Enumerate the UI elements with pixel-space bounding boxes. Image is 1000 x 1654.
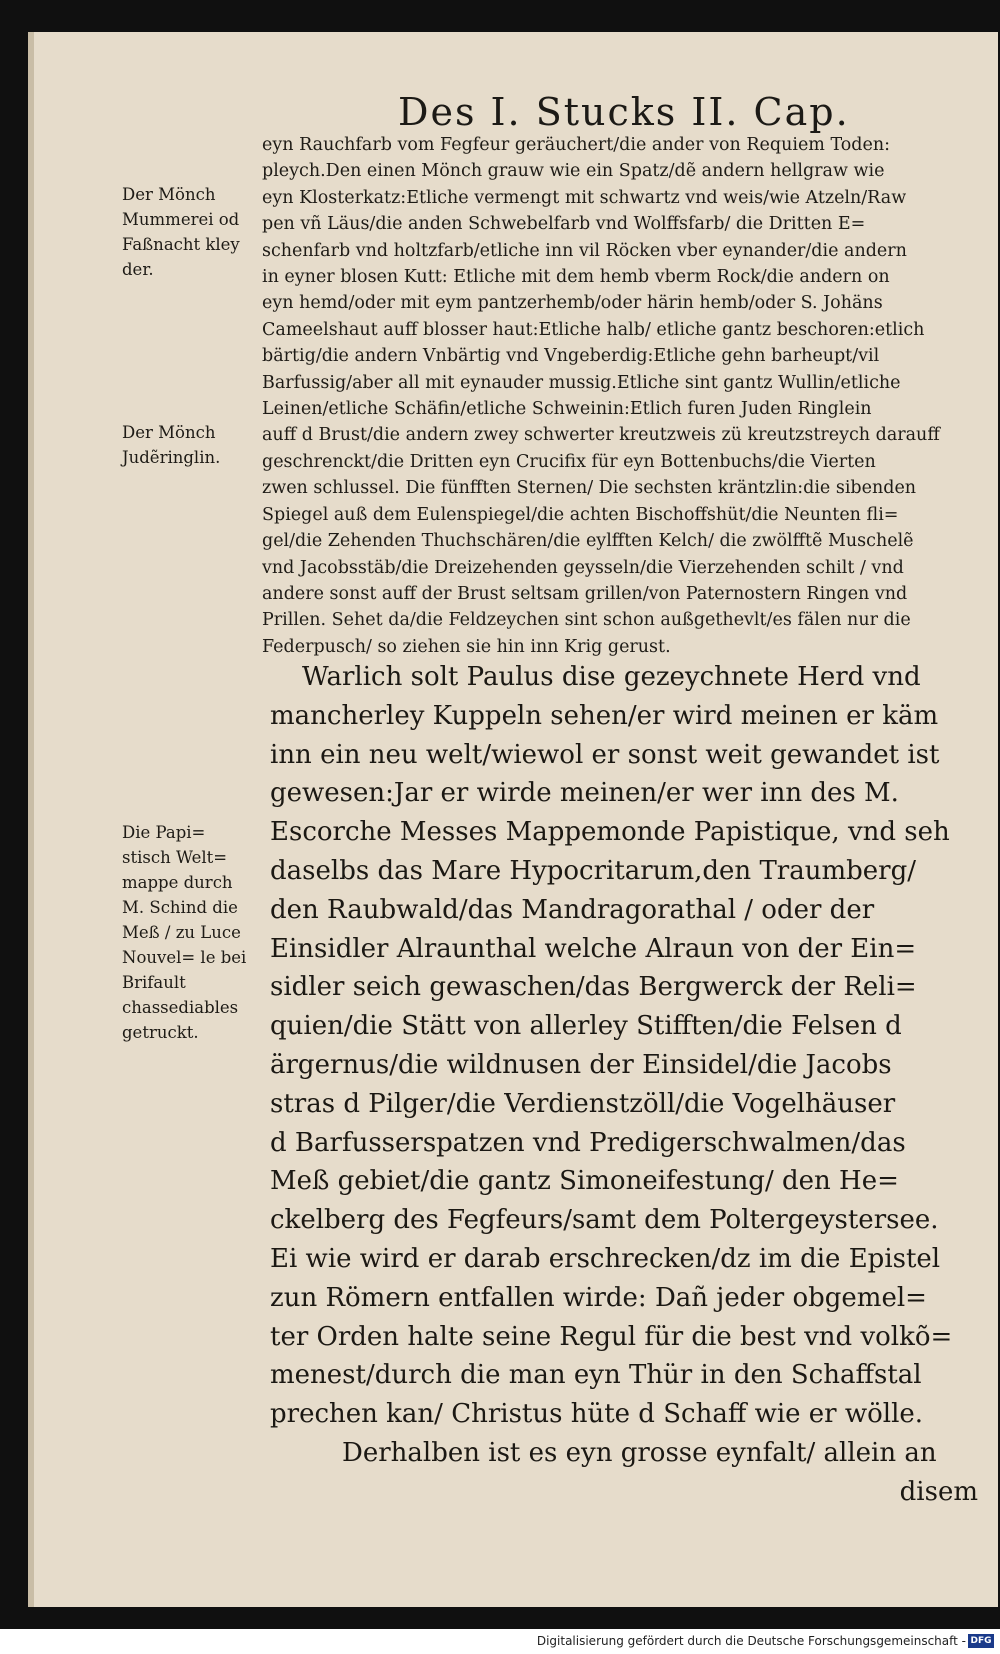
text-line: Derhalben ist es eyn grosse eynfalt/ allein an (342, 1437, 937, 1468)
text-line: prechen kan/ Christus hüte d Schaff wie er wölle. (270, 1399, 924, 1430)
text-line: Warlich solt Paulus dise gezeychnete Herd vnd (302, 662, 921, 692)
text-line: gewesen:Jar er wirde meinen/er wer inn des M. (270, 778, 899, 809)
text-line: Meß gebiet/die gantz Simoneifestung/ den He= (270, 1166, 899, 1197)
text-line: daselbs das Mare Hypocritarum,den Traumberg/ (270, 855, 916, 886)
text-line: zun Römern entfallen wirde: Dañ jeder obgemel= (270, 1282, 927, 1313)
text-line: ckelberg des Fegfeurs/samt dem Poltergeystersee. (270, 1205, 939, 1236)
text-line: schenfarb vnd holtzfarb/etliche inn vil Röcken vber eynander/die andern (262, 240, 907, 261)
text-line: Barfussig/aber all mit eynauder mussig.Etliche sint gantz Wullin/etliche (262, 372, 901, 393)
text-line: d Barfusserspatzen vnd Predigerschwalmen/das (270, 1127, 906, 1158)
text-line: den Raubwald/das Mandragorathal / oder der (270, 894, 875, 925)
text-line: ter Orden halte seine Regul für die best vnd volkõ= (270, 1321, 953, 1352)
footer-credit: Digitalisierung gefördert durch die Deutsche Forschungsgemeinschaft - (536, 1634, 966, 1648)
text-line: ärgernus/die wildnusen der Einsidel/die Jacobs (270, 1049, 892, 1080)
text-line: quien/die Stätt von allerley Stifften/die Felsen d (270, 1011, 902, 1042)
text-line: andere sonst auff der Brust seltsam grillen/von Paternostern Ringen vnd (262, 583, 908, 604)
text-line: Escorche Messes Mappemonde Papistique, vnd seh (270, 817, 950, 848)
text-line: pleych.Den einen Mönch grauw wie ein Spatz/dẽ andern hellgraw wie (262, 161, 885, 182)
text-line: Ei wie wird er darab erschrecken/dz im die Epistel (270, 1243, 941, 1274)
text-line: eyn Rauchfarb vom Fegfeur geräuchert/die ander von Requiem Toden: (262, 135, 891, 155)
text-line: stras d Pilger/die Verdienstzöll/die Vogelhäuser (270, 1088, 896, 1119)
small-print-block (262, 132, 974, 660)
text-line: bärtig/die andern Vnbärtig vnd Vngeberdig:Etliche gehn barheupt/vil (262, 346, 880, 367)
text-line: in eyner blosen Kutt: Etliche mit dem hemb vberm Rock/die andern on (262, 267, 890, 288)
text-line: geschrenckt/die Dritten eyn Crucifix für eyn Bottenbuchs/die Vierten (262, 451, 876, 472)
text-line: eyn Klosterkatz:Etliche vermengt mit schwartz vnd weis/wie Atzeln/Raw (262, 187, 907, 208)
margin-note: Der Mönch Mummerei od Faßnacht kley der. (122, 185, 240, 279)
running-header: Des I. Stucks II. Cap. (398, 90, 850, 134)
large-print-block (270, 658, 978, 1512)
text-line: vnd Jacobsstäb/die Dreizehenden geysseln/die Vierzehenden schilt / vnd (262, 557, 904, 578)
text-line: Cameelshaut auff blosser haut:Etliche halb/ etliche gantz beschoren:etlich (262, 319, 925, 340)
text-line: Prillen. Sehet da/die Feldzeychen sint schon außgethevlt/es fälen nur die (262, 610, 911, 631)
text-line: sidler seich gewaschen/das Bergwerck der Reli= (270, 972, 917, 1003)
text-line: auff d Brust/die andern zwey schwerter kreutzweis zü kreutzstreych darauff (262, 425, 940, 446)
text-line: Spiegel auß dem Eulenspiegel/die achten Bischoffshüt/die Neunten fli= (262, 504, 899, 525)
text-line: Leinen/etliche Schäfin/etliche Schweinin:Etlich furen Juden Ringlein (262, 399, 872, 420)
text-line: gel/die Zehenden Thuchschären/die eylfften Kelch/ die zwölfftẽ Muschelẽ (262, 531, 914, 552)
catchword: disem (899, 1476, 978, 1507)
text-line: inn ein neu welt/wiewol er sonst weit gewandet ist (270, 739, 940, 770)
text-line: Einsidler Alraunthal welche Alraun von der Ein= (270, 933, 917, 964)
margin-note: Der Mönch Judẽringlin. (122, 423, 221, 467)
text-line: pen vñ Läus/die anden Schwebelfarb vnd Wolffsfarb/ die Dritten E= (262, 214, 866, 235)
text-line: mancherley Kuppeln sehen/er wird meinen er käm (270, 700, 939, 731)
text-line: eyn hemd/oder mit eym pantzerhemb/oder härin hemb/oder S. Johäns (262, 293, 883, 314)
margin-note: Die Papi= stisch Welt= mappe durch M. Schind die Meß / zu Luce Nouvel= le bei Brifault chassediables getruckt. (122, 823, 247, 1042)
text-line: menest/durch die man eyn Thür in den Schaffstal (270, 1360, 922, 1391)
text-line: Federpusch/ so ziehen sie hin inn Krig gerust. (262, 636, 671, 657)
text-line: zwen schlussel. Die fünfften Sternen/ Die sechsten kräntzlin:die sibenden (262, 478, 917, 499)
dfg-logo-icon: DFG (968, 1634, 994, 1648)
